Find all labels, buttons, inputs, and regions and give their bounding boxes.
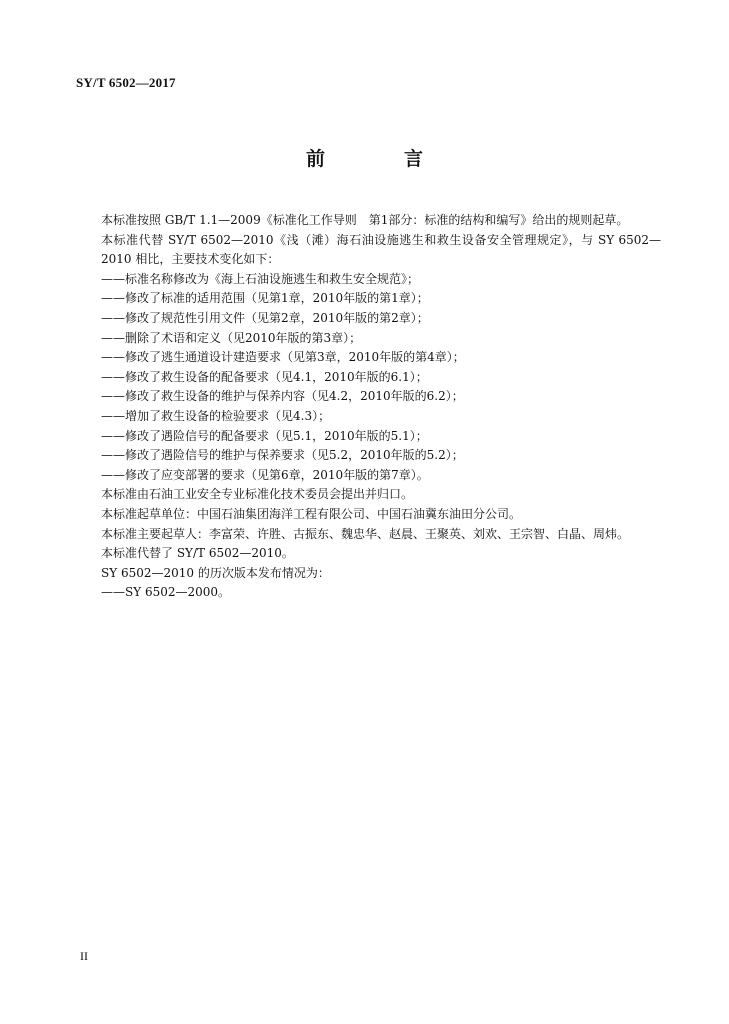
list-item: ——修改了遇险信号的配备要求（见5.1，2010年版的5.1）； (101, 428, 428, 443)
list-item: ——修改了逃生通道设计建造要求（见第3章，2010年版的第4章）； (101, 350, 465, 365)
list-item: ——修改了应变部署的要求（见第6章，2010年版的第7章）。 (101, 467, 429, 482)
list-item: ——SY 6502—2000。 (101, 585, 231, 600)
paragraph-replaced-standard: 本标准代替了 SY/T 6502—2010。 (101, 546, 294, 561)
list-item: ——增加了救生设备的检验要求（见4.3）； (101, 408, 331, 423)
paragraph-edition-history: SY 6502—2010 的历次版本发布情况为： (101, 565, 330, 580)
list-item: ——修改了救生设备的维护与保养内容（见4.2，2010年版的6.2）； (101, 389, 464, 404)
page-number: II (80, 949, 88, 963)
list-item: ——删除了术语和定义（见2010年版的第3章）； (101, 330, 362, 345)
list-item: ——修改了救生设备的配备要求（见4.1，2010年版的6.1）； (101, 369, 428, 384)
paragraph-drafters: 本标准主要起草人：李富荣、许胜、古振东、魏忠华、赵晨、王聚英、刘欢、王宗智、白晶、周炜。 (101, 526, 630, 541)
paragraph-proposed-by: 本标准由石油工业安全专业标准化技术委员会提出并归口。 (101, 487, 414, 502)
standard-code: SY/T 6502—2017 (76, 75, 176, 90)
list-item: ——修改了标准的适用范围（见第1章，2010年版的第1章）； (101, 291, 429, 306)
paragraph-drafting-rules: 本标准按照 GB/T 1.1—2009《标准化工作导则 第1部分：标准的结构和编写》给出的规则起草。 (101, 213, 629, 227)
list-item: ——修改了规范性引用文件（见第2章，2010年版的第2章）； (101, 310, 429, 325)
paragraph-replaces: 本标准代替 SY/T 6502—2010《浅（滩）海石油设施逃生和救生设备安全管理规定》，与 SY 6502—2010 相比，主要技术变化如下： (101, 232, 661, 267)
list-item: ——修改了遇险信号的维护与保养要求（见5.2，2010年版的5.2）； (101, 448, 464, 463)
list-item: ——标准名称修改为《海上石油设施逃生和救生安全规范》； (101, 271, 420, 286)
page-title: 前 言 (305, 148, 453, 170)
paragraph-drafting-units: 本标准起草单位：中国石油集团海洋工程有限公司、中国石油冀东油田分公司。 (101, 506, 522, 521)
foreword-body (76, 211, 661, 603)
